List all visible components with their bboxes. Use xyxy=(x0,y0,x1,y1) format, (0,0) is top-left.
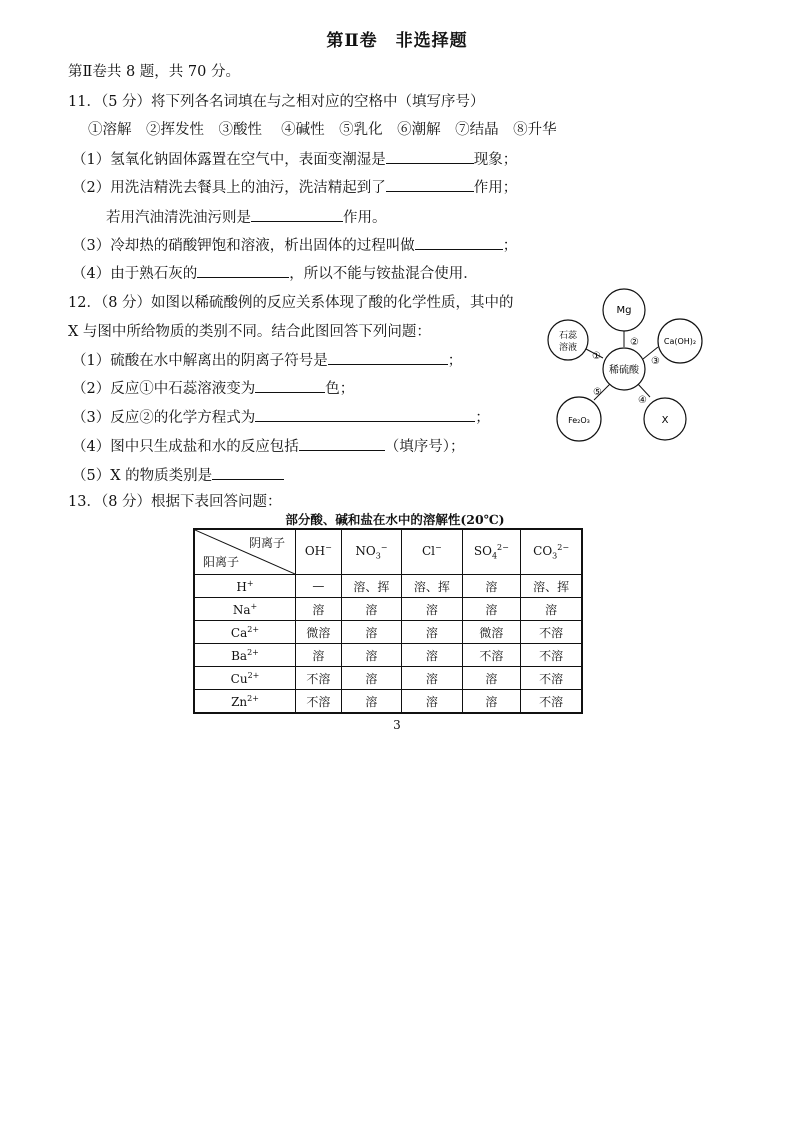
anion-header: $NO_3^-$ xyxy=(341,529,401,575)
q11-p1-tail: 现象； xyxy=(473,152,518,168)
table-cell: 不溶 xyxy=(462,644,521,667)
corner-anion-label: 阴离子 xyxy=(248,536,285,550)
table-cell: 不溶 xyxy=(521,667,582,690)
table-cell: 溶 xyxy=(402,621,462,644)
table-cell: 溶 xyxy=(462,575,521,598)
table-row xyxy=(194,575,582,598)
table-cell: 溶 xyxy=(402,598,462,621)
q12-p2-tail: 色； xyxy=(325,381,355,397)
q11-p2-blank[interactable] xyxy=(386,177,474,192)
q11-part3 xyxy=(72,234,517,255)
reaction-num-1: ① xyxy=(592,351,601,362)
table-cell: 溶、挥 xyxy=(521,575,582,598)
table-cell: 微溶 xyxy=(296,621,342,644)
q12-p5-text: （5）X 的物质类别是 xyxy=(72,468,213,484)
x-label: X xyxy=(661,415,669,426)
table-header-row xyxy=(194,529,582,575)
q11-p2c-tail: 作用。 xyxy=(343,210,387,226)
cation-cell: $Ba^{2+}$ xyxy=(194,644,296,667)
table-cell: 溶 xyxy=(341,667,401,690)
litmus-label-1: 石蕊 xyxy=(558,331,578,341)
cation-cell: Na+ xyxy=(194,598,296,621)
q11-part1 xyxy=(72,148,517,169)
q11-p2c-blank[interactable] xyxy=(251,207,343,222)
q12-p4-tail: （填序号）； xyxy=(384,439,465,455)
q12-p2-text: （2）反应①中石蕊溶液变为 xyxy=(72,381,256,397)
litmus-label-2: 溶液 xyxy=(558,343,578,353)
q11-p2c-text: 若用汽油清洗油污则是 xyxy=(106,210,251,226)
table-cell: 溶、挥 xyxy=(341,575,401,598)
q11-p3-blank[interactable] xyxy=(415,235,503,250)
mg-label: Mg xyxy=(616,305,632,316)
q12-p3-tail: ； xyxy=(475,410,490,426)
q12-p4-blank[interactable] xyxy=(299,436,385,451)
table-cell: 溶 xyxy=(462,667,521,690)
q11-options: ①溶解 ②挥发性 ③酸性 ④碱性 ⑤乳化 ⑥潮解 ⑦结晶 ⑧升华 xyxy=(88,122,557,138)
q13-header: 13．（8 分）根据下表回答问题： xyxy=(68,494,282,510)
q11-p3-text: （3）冷却热的硝酸钾饱和溶液，析出固体的过程叫做 xyxy=(72,238,415,254)
table-cell: 微溶 xyxy=(462,621,521,644)
q11-p2-text: （2）用洗洁精洗去餐具上的油污，洗洁精起到了 xyxy=(72,180,386,196)
corner-cell xyxy=(194,529,296,575)
page-number: 3 xyxy=(393,718,401,732)
cation-cell: $Cu^{2+}$ xyxy=(194,667,296,690)
section-title: 第Ⅱ卷 非选择题 xyxy=(326,31,468,51)
q12-part2 xyxy=(72,377,354,398)
q11-part2b xyxy=(106,206,387,227)
anion-header: $CO_3^{2-}$ xyxy=(521,529,582,575)
table-row xyxy=(194,644,582,667)
anion-header: $SO_4^{2-}$ xyxy=(462,529,521,575)
corner-cation-label: 阳离子 xyxy=(203,555,240,569)
table-cell: 不溶 xyxy=(521,690,582,714)
reaction-num-4: ④ xyxy=(638,395,647,406)
table-cell: 溶 xyxy=(296,598,342,621)
table-cell: 溶 xyxy=(296,644,342,667)
table-row xyxy=(194,667,582,690)
q12-p1-tail: ； xyxy=(447,353,463,369)
caoh2-label: Ca(OH)₂ xyxy=(663,337,697,346)
q12-part5 xyxy=(72,464,284,485)
reaction-diagram xyxy=(540,285,720,455)
q12-part4 xyxy=(72,435,464,456)
center-label: 稀硫酸 xyxy=(609,365,639,376)
cation-cell: H+ xyxy=(194,575,296,598)
solubility-table xyxy=(193,528,583,714)
q11-part2 xyxy=(72,176,517,197)
q12-p4-text: （4）图中只生成盐和水的反应包括 xyxy=(72,439,299,455)
q11-p1-blank[interactable] xyxy=(386,149,474,164)
q12-part3 xyxy=(72,406,490,427)
q12-p5-blank[interactable] xyxy=(212,465,284,480)
table-cell: 溶 xyxy=(462,598,521,621)
q11-p4-tail: ，所以不能与铵盐混合使用． xyxy=(289,266,478,282)
q12-header1: 12．（8 分）如图以稀硫酸例的反应关系体现了酸的化学性质，其中的 xyxy=(68,295,514,311)
section-intro: 第Ⅱ卷共 8 题，共 70 分。 xyxy=(68,64,240,80)
table-cell: 溶 xyxy=(402,667,462,690)
table-cell: 溶 xyxy=(402,690,462,714)
table-cell: 溶 xyxy=(341,598,401,621)
table-cell: 不溶 xyxy=(521,644,582,667)
table-cell: 不溶 xyxy=(521,621,582,644)
fe2o3-label: Fe₂O₃ xyxy=(568,416,590,425)
anion-header: OH− xyxy=(296,529,342,575)
q12-header2: X 与图中所给物质的类别不同。结合此图回答下列问题： xyxy=(68,324,431,340)
cation-cell: $Zn^{2+}$ xyxy=(194,690,296,714)
table-cell: 溶 xyxy=(402,644,462,667)
q11-part4 xyxy=(72,262,478,283)
table-row xyxy=(194,598,582,621)
reaction-num-2: ② xyxy=(630,337,639,348)
table-cell: 溶、挥 xyxy=(402,575,462,598)
table-cell: 溶 xyxy=(341,690,401,714)
q11-p2-tail: 作用； xyxy=(473,180,518,196)
table-cell: 不溶 xyxy=(296,690,342,714)
table-cell: 不溶 xyxy=(296,667,342,690)
table-cell: 溶 xyxy=(341,621,401,644)
table-row xyxy=(194,621,582,644)
q11-p3-tail: ； xyxy=(502,238,518,254)
q12-part1 xyxy=(72,349,462,370)
table-cell: — xyxy=(296,575,342,598)
q11-p4-blank[interactable] xyxy=(197,263,289,278)
q12-p3-text: （3）反应②的化学方程式为 xyxy=(72,410,256,426)
q11-header: 11．（5 分）将下列各名词填在与之相对应的空格中（填写序号） xyxy=(68,94,485,110)
table-row xyxy=(194,690,582,714)
table-caption: 部分酸、碱和盐在水中的溶解性(20℃) xyxy=(285,512,505,527)
reaction-num-3: ③ xyxy=(651,356,660,367)
q12-p3-blank[interactable] xyxy=(255,407,475,422)
q11-p4-text: （4）由于熟石灰的 xyxy=(72,266,198,282)
reaction-num-5: ⑤ xyxy=(593,387,602,398)
table-cell: 溶 xyxy=(341,644,401,667)
cation-cell: $Ca^{2+}$ xyxy=(194,621,296,644)
q11-p1-text: （1）氢氧化钠固体露置在空气中，表面变潮湿是 xyxy=(72,152,386,168)
q12-p1-blank[interactable] xyxy=(328,350,448,365)
table-cell: 溶 xyxy=(521,598,582,621)
anion-header: Cl− xyxy=(402,529,462,575)
q12-p1-text: （1）硫酸在水中解离出的阴离子符号是 xyxy=(72,353,328,369)
table-cell: 溶 xyxy=(462,690,521,714)
q12-p2-blank[interactable] xyxy=(255,378,325,393)
